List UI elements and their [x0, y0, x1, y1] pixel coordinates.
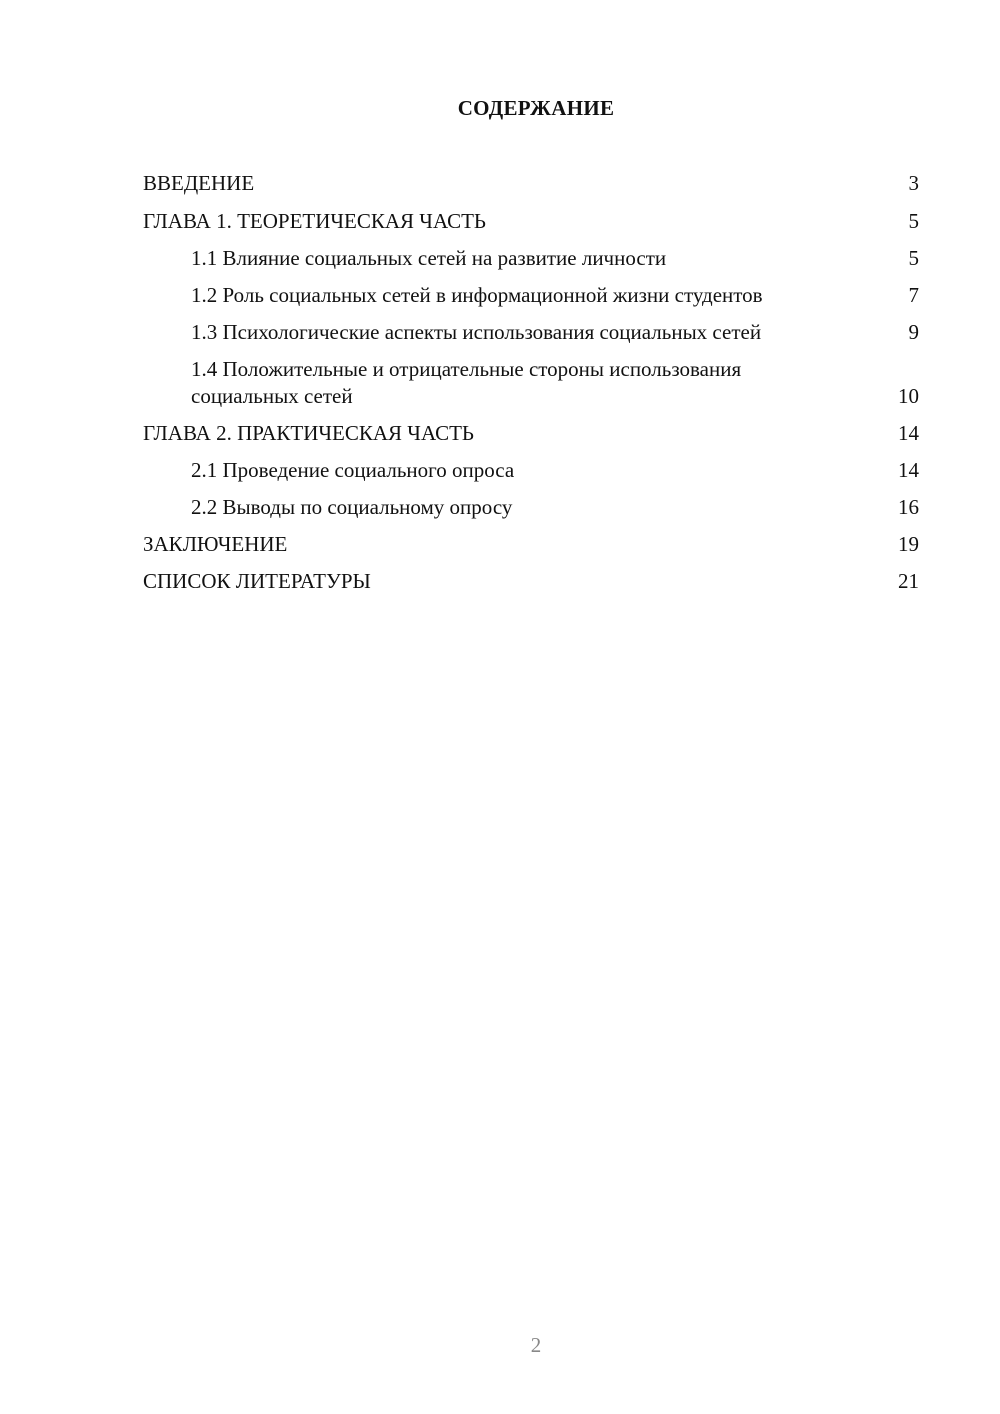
toc-entry-page: 19: [898, 532, 919, 556]
toc-entry-page: 10: [898, 384, 919, 408]
toc-entry-section-1-4[interactable]: [143, 356, 919, 410]
toc-entry-conclusion[interactable]: [143, 531, 919, 558]
toc-entry-label: ЗАКЛЮЧЕНИЕ: [143, 532, 288, 556]
toc-entry-page: 5: [908, 246, 919, 270]
toc-entry-section-2-1[interactable]: [143, 457, 919, 484]
toc-entry-page: 14: [898, 421, 919, 445]
toc-entry-label: 1.3 Психологические аспекты использования социальных сетей: [191, 320, 762, 344]
toc-entry-introduction[interactable]: [143, 170, 919, 197]
toc-entry-page: 16: [898, 495, 919, 519]
toc-entry-references[interactable]: [143, 568, 919, 595]
toc-entry-section-1-1[interactable]: [143, 245, 919, 272]
toc-entry-page: 7: [908, 283, 919, 307]
toc-entry-section-1-2[interactable]: [143, 282, 919, 309]
toc-entry-chapter-1[interactable]: [143, 208, 919, 235]
toc-entry-page: 9: [908, 320, 919, 344]
toc-entry-page: 3: [908, 171, 919, 195]
toc-entry-page: 21: [898, 569, 919, 593]
toc-entry-label: СПИСОК ЛИТЕРАТУРЫ: [143, 569, 371, 593]
toc-entry-section-1-3[interactable]: [143, 319, 919, 346]
toc-entry-label: 1.4 Положительные и отрицательные стороны использования социальных сетей: [191, 357, 742, 408]
toc-entry-label: ГЛАВА 2. ПРАКТИЧЕСКАЯ ЧАСТЬ: [143, 421, 474, 445]
toc-entry-page: 5: [908, 209, 919, 233]
toc-entry-label: 2.1 Проведение социального опроса: [191, 458, 515, 482]
toc-entry-label: ВВЕДЕНИЕ: [143, 171, 255, 195]
toc-entry-label: 1.1 Влияние социальных сетей на развитие личности: [191, 246, 667, 270]
table-of-contents: [143, 170, 919, 595]
toc-title: СОДЕРЖАНИЕ: [457, 96, 615, 120]
page-number: 2: [530, 1333, 542, 1357]
toc-entry-label: 1.2 Роль социальных сетей в информационной жизни студентов: [191, 283, 763, 307]
toc-entry-section-2-2[interactable]: [143, 494, 919, 521]
toc-entry-chapter-2[interactable]: [143, 420, 919, 447]
toc-entry-label: ГЛАВА 1. ТЕОРЕТИЧЕСКАЯ ЧАСТЬ: [143, 209, 486, 233]
toc-entry-page: 14: [898, 458, 919, 482]
toc-entry-label: 2.2 Выводы по социальному опросу: [191, 495, 513, 519]
